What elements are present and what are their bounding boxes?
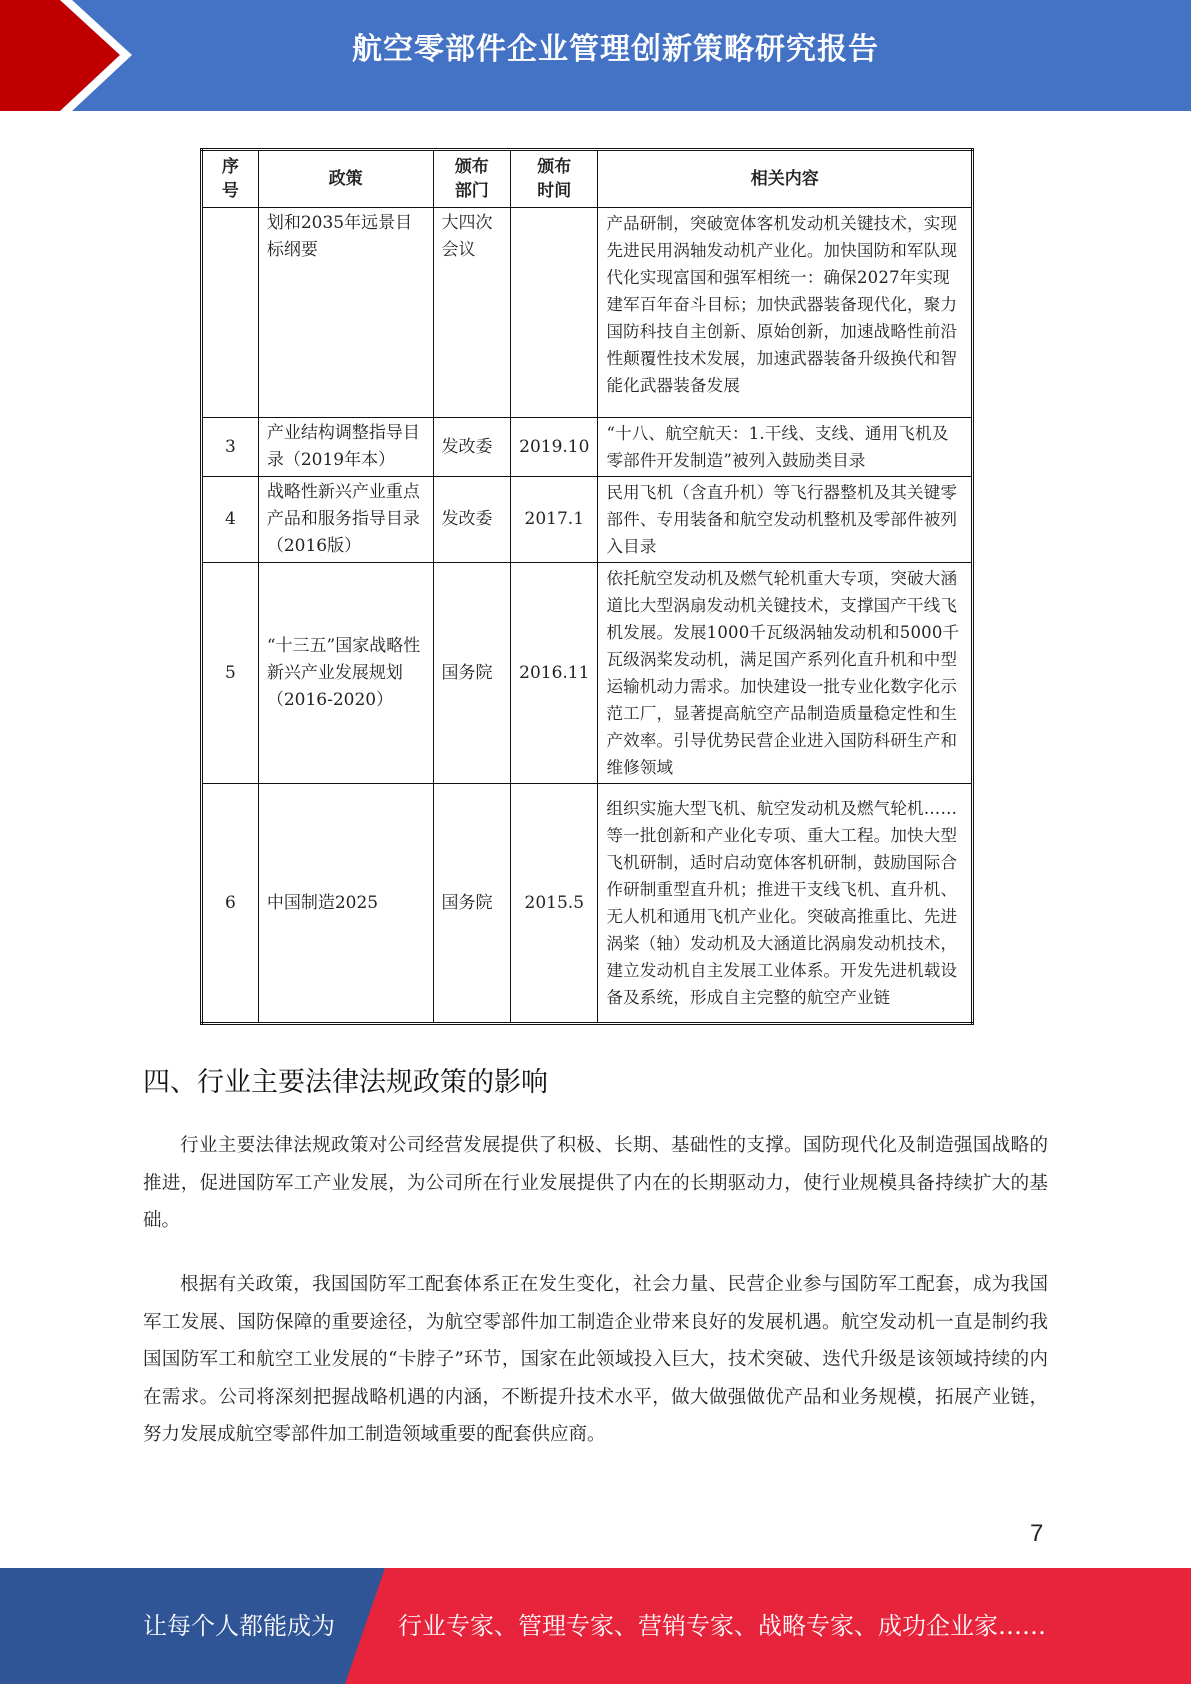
section-heading: 四、行业主要法律法规政策的影响 xyxy=(143,1067,548,1098)
table-header-row xyxy=(202,150,973,208)
row-num: 5 xyxy=(202,563,259,784)
row-policy: “十三五”国家战略性新兴产业发展规划（2016-2020） xyxy=(258,563,433,784)
row-dept: 发改委 xyxy=(433,418,511,477)
row-content: 民用飞机（含直升机）等飞行器整机及其关键零部件、专用装备和航空发动机整机及零部件被列入目录 xyxy=(598,477,973,563)
body-paragraph: 根据有关政策，我国国防军工配套体系正在发生变化，社会力量、民营企业参与国防军工配套，成为我国军工发展、国防保障的重要途径，为航空零部件加工制造企业带来良好的发展机遇。航空发动机一直是制约我国国防军工和航空工业发展的“卡脖子”环节，国家在此领域投入巨大，技术突破、迭代升级是该领域持续的内在需求。公司将深刻把握战略机遇的内涵，不断提升技术水平，做大做强做优产品和业务规模，拓展产业链，努力发展成航空零部件加工制造领域重要的配套供应商。 xyxy=(143,1274,1048,1445)
table-row xyxy=(202,784,973,1024)
row-date: 2015.5 xyxy=(511,784,598,1024)
header-dept: 颁布部门 xyxy=(433,150,511,208)
row-policy: 划和2035年远景目标纲要 xyxy=(258,208,433,418)
header-num: 序号 xyxy=(202,150,259,208)
row-dept: 大四次会议 xyxy=(433,208,511,418)
row-date: 2017.1 xyxy=(511,477,598,563)
page-number: 7 xyxy=(1030,1520,1044,1547)
report-title: 航空零部件企业管理创新策略研究报告 xyxy=(352,32,879,67)
table-row xyxy=(202,418,973,477)
body-paragraph: 行业主要法律法规政策对公司经营发展提供了积极、长期、基础性的支撑。国防现代化及制造强国战略的推进，促进国防军工产业发展，为公司所在行业发展提供了内在的长期驱动力，使行业规模具备持续扩大的基础。 xyxy=(143,1135,1048,1231)
row-dept: 国务院 xyxy=(433,563,511,784)
row-dept: 发改委 xyxy=(433,477,511,563)
row-num: 4 xyxy=(202,477,259,563)
page-header xyxy=(0,0,1191,111)
header-date: 颁布时间 xyxy=(511,150,598,208)
row-content: “十八、航空航天：1.干线、支线、通用飞机及零部件开发制造”被列入鼓励类目录 xyxy=(598,418,973,477)
table-row xyxy=(202,208,973,418)
row-date xyxy=(511,208,598,418)
policy-table-container xyxy=(200,148,974,1025)
row-policy: 中国制造2025 xyxy=(258,784,433,1024)
row-policy: 产业结构调整指导目录（2019年本） xyxy=(258,418,433,477)
row-num xyxy=(202,208,259,418)
footer-slogan-left: 让每个人都能成为 xyxy=(143,1612,335,1640)
page-footer xyxy=(0,1568,1191,1684)
table-row xyxy=(202,477,973,563)
table-row xyxy=(202,563,973,784)
row-content: 产品研制，突破宽体客机发动机关键技术，实现先进民用涡轴发动机产业化。加快国防和军队现代化实现富国和强军相统一：确保2027年实现建军百年奋斗目标；加快武器装备现代化，聚力国防科技自主创新、原始创新，加速战略性前沿性颠覆性技术发展，加速武器装备升级换代和智能化武器装备发展 xyxy=(598,208,973,418)
footer-slogan-right: 行业专家、管理专家、营销专家、战略专家、成功企业家…… xyxy=(398,1612,1046,1640)
row-content: 依托航空发动机及燃气轮机重大专项，突破大涵道比大型涡扇发动机关键技术，支撑国产干线飞机发展。发展1000千瓦级涡轴发动机和5000千瓦级涡桨发动机，满足国产系列化直升机和中型运输机动力需求。加快建设一批专业化数字化示范工厂，显著提高航空产品制造质量稳定性和生产效率。引导优势民营企业进入国防科研生产和维修领域 xyxy=(598,563,973,784)
row-policy: 战略性新兴产业重点产品和服务指导目录（2016版） xyxy=(258,477,433,563)
row-dept: 国务院 xyxy=(433,784,511,1024)
row-date: 2019.10 xyxy=(511,418,598,477)
header-content: 相关内容 xyxy=(598,150,973,208)
row-num: 6 xyxy=(202,784,259,1024)
row-date: 2016.11 xyxy=(511,563,598,784)
row-content: 组织实施大型飞机、航空发动机及燃气轮机……等一批创新和产业化专项、重大工程。加快大型飞机研制，适时启动宽体客机研制，鼓励国际合作研制重型直升机；推进干支线飞机、直升机、无人机和通用飞机产业化。突破高推重比、先进涡桨（轴）发动机及大涵道比涡扇发动机技术，建立发动机自主发展工业体系。开发先进机载设备及系统，形成自主完整的航空产业链 xyxy=(598,784,973,1024)
policy-table xyxy=(200,148,974,1025)
row-num: 3 xyxy=(202,418,259,477)
header-policy: 政策 xyxy=(258,150,433,208)
